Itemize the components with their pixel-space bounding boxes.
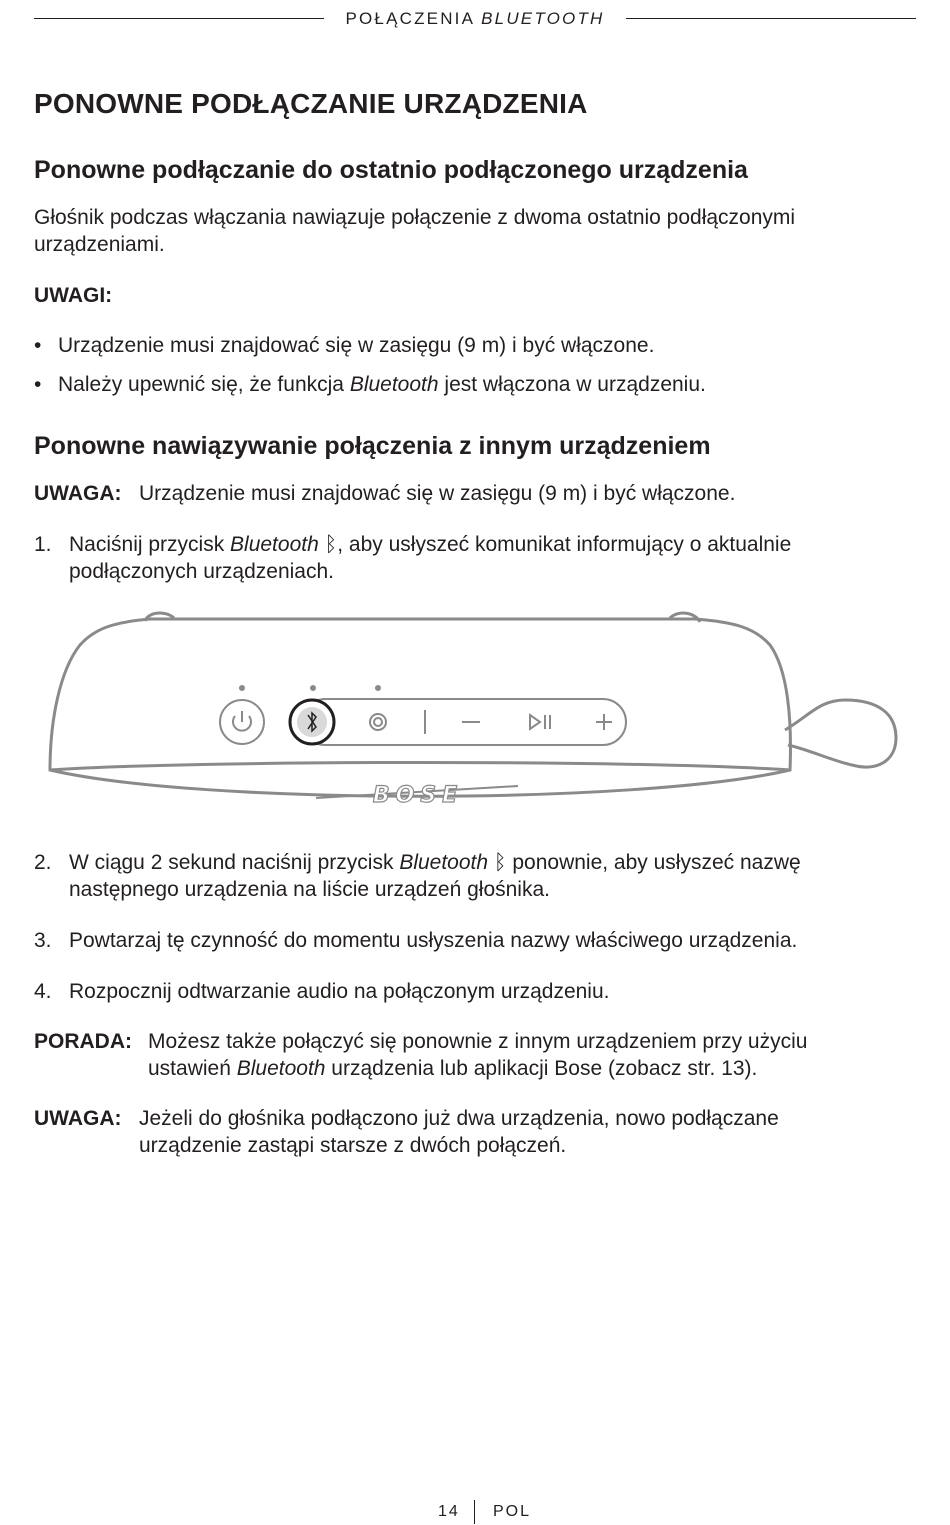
step-number: 3. — [34, 929, 52, 952]
bullet-text: jest włączona w urządzeniu. — [438, 373, 706, 396]
note-text: Urządzenie musi znajdować się w zasięgu (9 m) i być włączone. — [139, 482, 736, 505]
bullet-item — [58, 371, 706, 398]
step-text-part: Naciśnij przycisk — [69, 533, 231, 556]
speaker-strap — [785, 700, 896, 767]
header-italic: BLUETOOTH — [481, 9, 605, 28]
tip-text — [148, 1028, 888, 1082]
language-code: POL — [493, 1503, 532, 1520]
note-label: UWAGA: — [34, 1107, 122, 1130]
subsection-title-reconnect-other: Ponowne nawiązywanie połączenia z innym urządzeniem — [34, 432, 711, 460]
bluetooth-icon — [290, 700, 334, 744]
note-label: UWAGA: — [34, 482, 122, 505]
step-text: Powtarzaj tę czynność do momentu usłyszenia nazwy właściwego urządzenia. — [69, 929, 798, 952]
bullet-marker: • — [34, 373, 42, 396]
step-text — [69, 531, 899, 585]
tip-text-part: Możesz także połączyć się ponownie z innym urządzeniem przy użyciu ustawień — [148, 1030, 808, 1080]
subsection-title-reconnect-last: Ponowne podłączanie do ostatnio podłączonego urządzenia — [34, 156, 748, 184]
step-number: 4. — [34, 980, 52, 1003]
bluetooth-icon: ᛒ — [493, 851, 507, 874]
tip-text-part: urządzenia lub aplikacji Bose (zobacz str. 13). — [325, 1057, 758, 1080]
paragraph-reconnect: Głośnik podczas włączania nawiązuje połączenie z dwoma ostatnio podłączonymi urządzeniami. — [34, 206, 796, 256]
bluetooth-icon: ᛒ — [324, 533, 338, 556]
bluetooth-term: Bluetooth — [230, 533, 319, 556]
bluetooth-term: Bluetooth — [399, 851, 489, 874]
running-header — [0, 8, 950, 30]
bullet-text: Należy upewnić się, że funkcja — [58, 373, 350, 396]
indicator-light — [375, 685, 381, 691]
indicator-light — [310, 685, 316, 691]
bluetooth-term: Bluetooth — [236, 1057, 326, 1080]
note-text: Jeżeli do głośnika podłączono już dwa urządzenia, nowo podłączane urządzenie zastąpi starsze z dwóch połączeń. — [139, 1107, 779, 1157]
bose-logo-text: BOSE — [372, 783, 464, 808]
speaker-body-base — [50, 763, 790, 771]
action-icon — [370, 714, 386, 730]
footer-separator — [474, 1500, 475, 1524]
step-text-part: ponownie, aby usłyszeć nazwę następnego urządzenia na liście urządzeń głośnika. — [69, 851, 801, 901]
bluetooth-term: Bluetooth — [349, 373, 439, 396]
step-number: 1. — [34, 533, 52, 556]
bullet-item: Urządzenie musi znajdować się w zasięgu (9 m) i być włączone. — [58, 334, 655, 357]
speaker-body-outline — [50, 619, 790, 796]
tip-label: PORADA: — [34, 1030, 132, 1053]
header-prefix: POŁĄCZENIA — [345, 9, 482, 28]
step-text-part: W ciągu 2 sekund naciśnij przycisk — [69, 851, 400, 874]
page-number: 14 — [438, 1503, 460, 1520]
step-text — [69, 849, 899, 903]
volume-up-icon — [596, 714, 612, 730]
step-number: 2. — [34, 851, 52, 874]
speaker-illustration — [40, 610, 910, 810]
play-pause-icon — [530, 715, 550, 729]
indicator-light — [239, 685, 245, 691]
step-text-part: , aby usłyszeć komunikat informujący o aktualnie podłączonych urządzeniach. — [69, 533, 792, 583]
bullet-marker: • — [34, 334, 42, 357]
notes-label: UWAGI: — [34, 284, 113, 307]
section-title: PONOWNE PODŁĄCZANIE URZĄDZENIA — [34, 88, 588, 119]
power-icon — [220, 700, 264, 744]
step-text: Rozpocznij odtwarzanie audio na połączonym urządzeniu. — [69, 980, 610, 1003]
